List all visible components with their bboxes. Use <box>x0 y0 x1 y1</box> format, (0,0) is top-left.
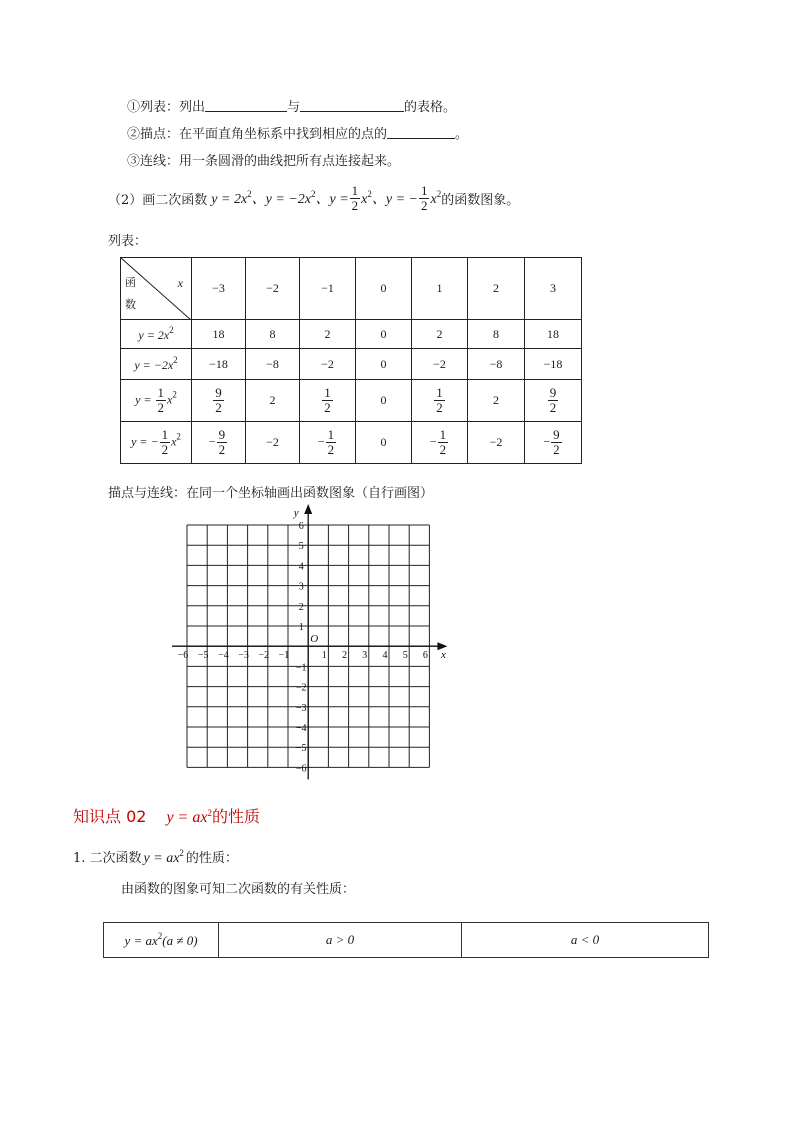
coordinate-grid[interactable] <box>160 502 460 797</box>
blank-2[interactable] <box>300 99 404 112</box>
x-axis-label: x <box>440 649 446 662</box>
y-tick-label: 4 <box>298 561 304 573</box>
y-tick-label: −5 <box>295 743 307 755</box>
x-cell: −2 <box>246 258 300 320</box>
y-axis-label: y <box>293 507 299 519</box>
origin-label: O <box>310 633 319 646</box>
x-tick-label: 2 <box>342 650 348 662</box>
list-label: 列表： <box>108 234 148 249</box>
value-table: x 函 数 −3 −2 −1 0 1 2 3 $y = 2x^2$ 18 8 2 0 2 8 18 $y = -2x^2$ −18 −8 −2 0 −2 −8 −18 y = $\frac{1}{2}$ $x^2$ $\frac{9}{2}$ 2 $\frac{1}{2}$ 0 $\frac{1}{2}$ 2 $\frac{9}{2}$ y = − $\frac{1}{2}$ $x^2$ − $\frac{9}{2}$ −2 − $\frac{1}{2}$ 0 − $\frac{1}{2}$ −2 − $\frac{9}{2}$ <box>120 257 582 464</box>
y-tick-label: 1 <box>298 622 304 633</box>
y-tick-label: −6 <box>295 763 307 775</box>
y-tick-label: 5 <box>298 541 304 553</box>
row-label-2x2: $y = 2x^2$ <box>121 320 192 349</box>
prop-header-a-neg: a < 0 <box>462 923 709 958</box>
task-line: （2）画二次函数 $y = 2x^2$、$y = -2x^2$、y = $\frac{1}{2}$ $x^2$、y = − $\frac{1}{2}$ $x^2$ 的函数图象。 <box>108 182 520 213</box>
row-label-neg-half-x2: y = − $\frac{1}{2}$ $x^2$ <box>121 422 192 464</box>
section-heading: 知识点 02 $y = ax^2$ 的性质 <box>73 807 260 826</box>
prop-header-a-pos: a > 0 <box>219 923 462 958</box>
x-cell: −3 <box>192 258 246 320</box>
x-tick-label: 6 <box>422 650 428 662</box>
blank-3[interactable] <box>387 126 455 139</box>
x-tick-label: 4 <box>382 650 388 662</box>
plot-instruction: 描点与连线：在同一个坐标轴画出函数图象（自行画图） <box>108 486 434 501</box>
x-tick-label: −2 <box>258 650 270 662</box>
row-label-half-x2: y = $\frac{1}{2}$ $x^2$ <box>121 380 192 422</box>
intro-text: 由函数的图象可知二次函数的有关性质： <box>121 882 356 897</box>
step-connect: ③连线：用一条圆滑的曲线把所有点连接起来。 <box>127 154 401 169</box>
x-tick-label: 1 <box>321 650 327 662</box>
item-1: 1. 二次函数 $y = ax^2$ 的性质： <box>73 848 238 866</box>
x-tick-label: −6 <box>177 650 189 662</box>
x-tick-label: −3 <box>238 650 249 662</box>
x-cell: −1 <box>300 258 356 320</box>
x-tick-label: 3 <box>362 650 368 662</box>
y-tick-label: −4 <box>295 723 307 734</box>
x-tick-label: 5 <box>402 650 408 662</box>
blank-1[interactable] <box>205 99 287 112</box>
x-tick-label: −1 <box>278 650 290 662</box>
y-tick-label: −2 <box>295 682 307 694</box>
x-cell: 2 <box>468 258 525 320</box>
prop-header-func: $y = ax^2(a \ne 0)$ <box>104 923 219 958</box>
corner-cell: x 函 数 <box>121 258 192 320</box>
y-tick-label: 6 <box>298 521 304 532</box>
row-label-neg2x2: $y = -2x^2$ <box>121 349 192 380</box>
step-list: ①列表：列出 与 的表格。 <box>127 100 457 115</box>
x-cell: 1 <box>412 258 468 320</box>
y-axis-arrow-icon <box>304 504 312 514</box>
step-plot: ②描点：在平面直角坐标系中找到相应的点的 。 <box>127 127 469 142</box>
y-tick-label: −1 <box>295 662 307 674</box>
y-tick-label: 2 <box>298 601 304 613</box>
y-tick-label: 3 <box>298 581 304 593</box>
x-tick-label: −5 <box>197 650 209 662</box>
x-cell: 0 <box>356 258 412 320</box>
property-table <box>103 922 709 958</box>
y-tick-label: −3 <box>295 702 307 714</box>
x-cell: 3 <box>525 258 582 320</box>
x-tick-label: −4 <box>218 650 229 662</box>
